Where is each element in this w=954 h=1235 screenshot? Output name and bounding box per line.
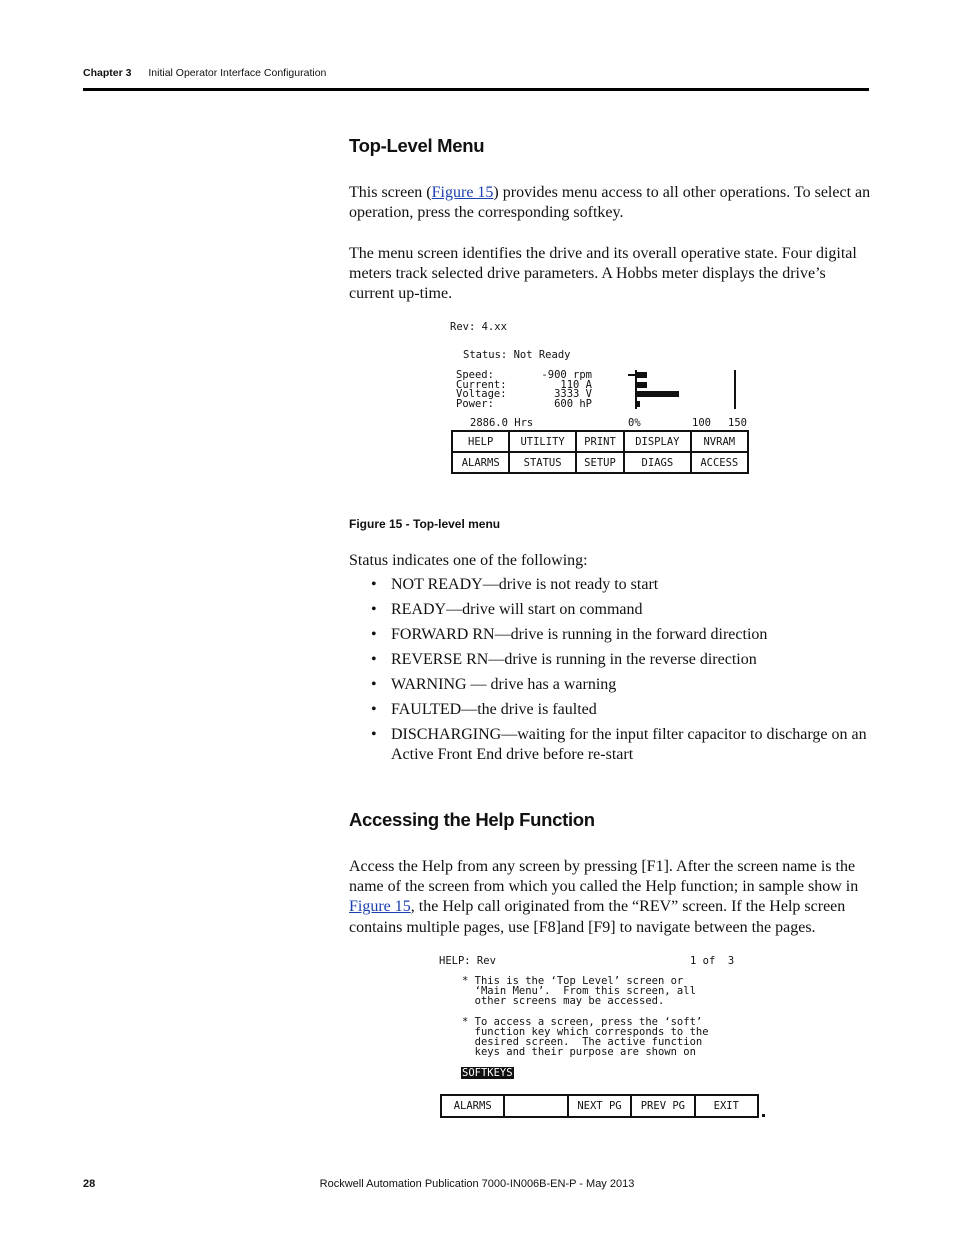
publication-info: Rockwell Automation Publication 7000-IN006B-EN-P - May 2013 <box>319 1178 635 1190</box>
list-item-text: WARNING — drive has a warning <box>391 676 617 693</box>
param-speed-value: -900 rpm <box>541 369 592 381</box>
figure-caption: Figure 15 - Top-level menu <box>349 517 501 531</box>
softkey-print[interactable]: PRINT <box>576 431 624 452</box>
hobbs-meter: 2886.0 Hrs <box>470 417 534 429</box>
softkey-setup[interactable]: SETUP <box>576 452 624 473</box>
text-run: This screen ( <box>349 184 432 201</box>
help-softkey-row <box>440 1094 759 1118</box>
meter-bar-voltage <box>637 391 679 397</box>
softkey-help[interactable]: HELP <box>452 431 509 452</box>
param-current-value: 110 A <box>560 379 592 391</box>
param-voltage-value: 3333 V <box>554 388 592 400</box>
help-text-block-1: * This is the ‘Top Level’ screen or ‘Main Menu’. From this screen, all other screens may be accessed. <box>462 975 696 1007</box>
paragraph-menu-screen: The menu screen identifies the drive and its overall operative state. Four digital meters track selected drive parameters. A Hobbs meter displays the drive’s current up-time. <box>349 245 857 303</box>
list-item: • FORWARD RN—drive is running in the forward direction <box>371 626 768 643</box>
param-power-value: 600 hP <box>554 398 592 410</box>
softkey-next-page[interactable]: NEXT PG <box>568 1095 631 1117</box>
list-item: • FAULTED—the drive is faulted <box>371 701 597 718</box>
running-header <box>83 67 326 79</box>
softkey-utility[interactable]: UTILITY <box>509 431 575 452</box>
softkey-nvram[interactable]: NVRAM <box>691 431 748 452</box>
list-item-text: FAULTED—the drive is faulted <box>391 701 597 718</box>
softkey-display[interactable]: DISPLAY <box>624 431 690 452</box>
softkey-alarms[interactable]: ALARMS <box>441 1095 504 1117</box>
section-heading-help-function: Accessing the Help Function <box>349 809 595 830</box>
list-item: • DISCHARGING—waiting for the input filter capacitor to discharge on an Active Front End drive before re-start <box>371 726 867 763</box>
meter-limit-line <box>734 370 736 409</box>
page-number: 28 <box>83 1178 96 1190</box>
param-power-label: Power: <box>456 398 494 410</box>
meter-tick <box>628 374 635 376</box>
header-rule <box>83 88 869 91</box>
list-item: • WARNING — drive has a warning <box>371 676 617 693</box>
help-page-indicator: 1 of 3 <box>690 955 735 967</box>
softkey-alarms[interactable]: ALARMS <box>452 452 509 473</box>
chapter-label: Chapter 3 <box>83 67 132 79</box>
section-heading-top-level-menu: Top-Level Menu <box>349 135 485 156</box>
softkeys-highlight: SOFTKEYS <box>462 1067 513 1079</box>
figure-15-link[interactable]: Figure 15 <box>431 184 494 201</box>
list-item-text: NOT READY—drive is not ready to start <box>391 576 659 593</box>
meter-bar-current <box>637 382 647 388</box>
softkey-status[interactable]: STATUS <box>509 452 575 473</box>
status-intro: Status indicates one of the following: <box>349 552 588 569</box>
scale-zero: 0% <box>628 417 641 429</box>
softkey-blank[interactable] <box>504 1095 567 1117</box>
softkey-prev-page[interactable]: PREV PG <box>631 1095 694 1117</box>
list-item: • REVERSE RN—drive is running in the reverse direction <box>371 651 757 668</box>
status-list <box>371 575 871 770</box>
param-voltage-label: Voltage: <box>456 388 507 400</box>
cursor-dot <box>762 1114 765 1117</box>
scale-100: 100 <box>692 417 711 429</box>
meter-bar-speed <box>637 372 647 378</box>
meter-bar-power <box>637 401 640 407</box>
chapter-title: Initial Operator Interface Configuration <box>148 67 327 79</box>
softkey-exit[interactable]: EXIT <box>695 1095 758 1117</box>
list-item-text: REVERSE RN—drive is running in the reverse direction <box>391 651 757 668</box>
text-run: , the Help call originated from the “REV” screen. If the Help screen contains multiple pages, use [F8]and [F9] to navigate between the pages. <box>349 898 846 936</box>
list-item: • READY—drive will start on command <box>371 601 643 618</box>
param-speed-label: Speed: <box>456 369 494 381</box>
list-item: • NOT READY—drive is not ready to start <box>371 576 659 593</box>
text-run: ) provides menu access to all other operations. To select an operation, press the corresponding softkey. <box>349 184 871 222</box>
paragraph-help <box>349 857 871 938</box>
softkey-grid <box>451 430 749 474</box>
list-item-text: FORWARD RN—drive is running in the forward direction <box>391 626 768 643</box>
softkey-diags[interactable]: DIAGS <box>624 452 690 473</box>
scale-150: 150 <box>728 417 747 429</box>
figure-15-link[interactable]: Figure 15 <box>349 898 411 916</box>
help-text-block-2: * To access a screen, press the ‘soft’ function key which corresponds to the desired screen. The active function keys and their purpose are shown on <box>462 1016 709 1058</box>
rev-label: Rev: 4.xx <box>450 321 507 333</box>
param-current-label: Current: <box>456 379 507 391</box>
list-item-text: READY—drive will start on command <box>391 601 643 618</box>
help-title: HELP: Rev <box>439 955 496 967</box>
text-run: Access the Help from any screen by pressing [F1]. After the screen name is the name of the screen from which you called the Help function; in sample show in <box>349 858 859 896</box>
status-label: Status: Not Ready <box>463 349 571 361</box>
list-item-text: DISCHARGING—waiting for the input filter capacitor to discharge on an Active Front End drive before re-start <box>391 726 867 763</box>
softkey-access[interactable]: ACCESS <box>691 452 748 473</box>
paragraph-intro <box>349 183 871 223</box>
